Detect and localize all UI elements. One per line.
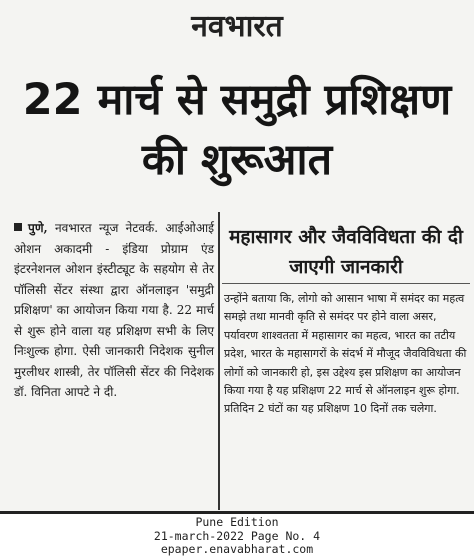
- subhead-rule: [222, 283, 470, 284]
- dateline: पुणे,: [28, 221, 48, 235]
- article-body-left: [14, 218, 214, 403]
- article-column-right: [224, 290, 468, 419]
- footer-rule: [0, 511, 474, 514]
- edition-name: Pune Edition: [195, 515, 279, 529]
- article-body-right: उन्होंने बताया कि, लोगो को आसान भाषा में समंदर का महत्व समझे तथा मानवी कृति से समंदर पर होने वाला असर, पर्यावरण शाश्वतता में महासागर का महत्व, भारत का तटीय प्रदेश, भारत के महासागरों के संदर्भ में मौजूद जैवविविधता की लोगों को जानकारी हो, इस उद्देश्य इस प्रशिक्षण का आयोजन किया गया है यह प्रशिक्षण 22 मार्च से ऑनलाइन शुरू होगा. प्रतिदिन 2 घंटों का यह प्रशिक्षण 10 दिनों तक चलेगा.: [224, 292, 467, 416]
- edition-date-page: 21-march-2022 Page No. 4: [153, 528, 321, 543]
- epaper-site: epaper.enavabharat.com: [160, 542, 314, 556]
- headline: 22 मार्च से समुद्री प्रशिक्षण की शुरूआत: [22, 75, 452, 185]
- subheadline: महासागर और जैवविविधता की दी जाएगी जानकारी: [229, 226, 463, 278]
- masthead: नवभारत: [191, 9, 283, 44]
- column-divider: [218, 212, 220, 510]
- bullet-square-icon: [14, 223, 22, 231]
- body-left-text: नवभारत न्यूज नेटवर्क. आईओआई ओशन अकादमी - इंडिया प्रोग्राम एंड इंटरनेशनल ओशन इंस्टीट्यूट के सहयोग से तेर पॉलिसी सेंटर संस्था द्वारा ऑनलाइन 'समुद्री प्रशिक्षण' का आयोजन किया गया है. 22 मार्च से शुरू होने वाला यह प्रशिक्षण सभी के लिए निःशुल्क होगा. ऐसी जानकारी निदेशक सुनील मुरलीधर शास्त्री, तेर पॉलिसी सेंटर की निदेशक डॉ. विनिता आपटे ने दी.: [14, 221, 214, 399]
- article-column-left: [14, 218, 214, 403]
- edition-footer: [0, 516, 474, 557]
